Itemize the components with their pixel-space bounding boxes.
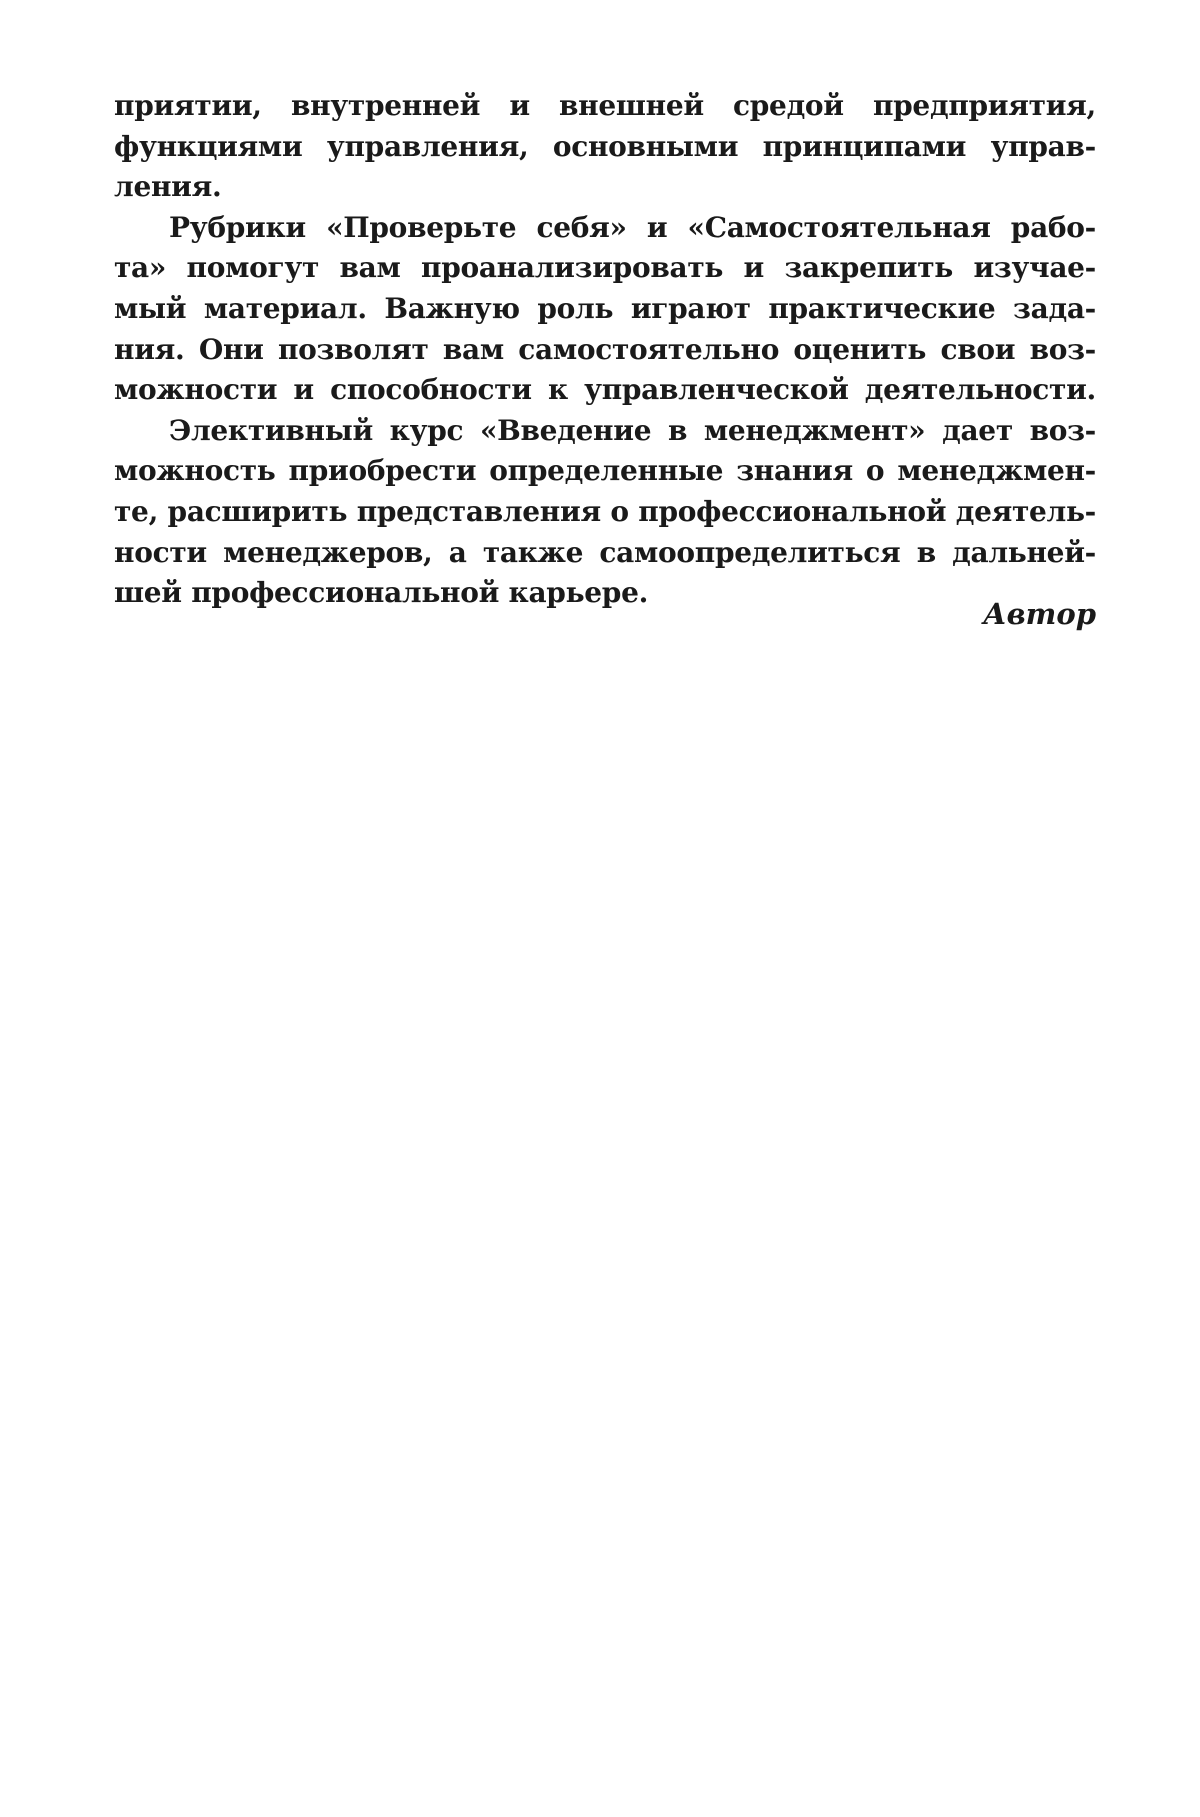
text-line: приятии, внутренней и внешней средой предприятия, [114, 89, 1096, 122]
body-text [114, 86, 1096, 614]
text-line: та» помогут вам проанализировать и закрепить изучае- [114, 251, 1096, 285]
text-line: мый материал. Важную роль играют практические зада- [114, 291, 1096, 325]
text-line: ния. Они позволят вам самостоятельно оценить свои воз- [114, 332, 1096, 366]
text-line: можности и способности к управленческой деятельности. [114, 373, 1096, 407]
text-line: ности менеджеров, а также самоопределиться в дальней- [114, 535, 1096, 569]
paragraph-first-line: Рубрики «Проверьте себя» и «Самостоятельная рабо- [169, 210, 1096, 244]
text-line: шей профессиональной карьере. [114, 576, 649, 610]
author-signature: Автор [983, 597, 1096, 631]
text-line: можность приобрести определенные знания о менеджмен- [114, 454, 1096, 488]
paragraph-first-line: Элективный курс «Введение в менеджмент» дает воз- [169, 413, 1096, 447]
text-line: функциями управления, основными принципами управ- [114, 129, 1096, 163]
text-line: ления. [114, 170, 222, 204]
text-line: те, расширить представления о профессиональной деятель- [114, 494, 1096, 528]
